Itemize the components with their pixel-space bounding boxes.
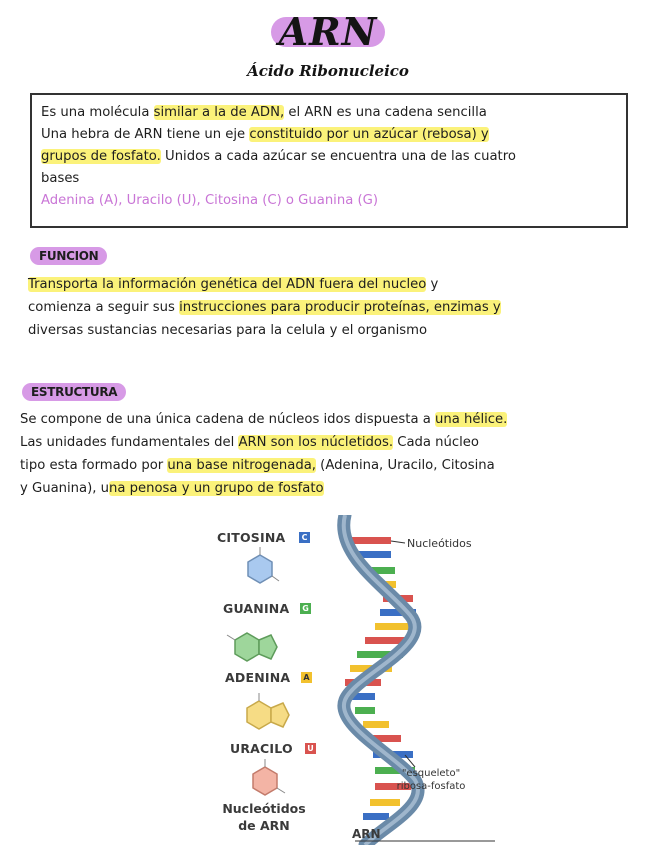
guanina-color-square: G: [300, 603, 311, 614]
funcion-line-1: [28, 273, 638, 296]
page-subtitle: Ácido Ribonucleico: [247, 62, 409, 80]
estructura-plain: Las unidades fundamentales del: [20, 435, 239, 450]
funcion-plain: comienza a seguir sus: [28, 300, 180, 315]
estructura-plain: Cada núcleo: [393, 435, 479, 450]
guanina-label: GUANINA: [223, 601, 290, 616]
estructura-line-4: [20, 477, 640, 500]
estructura-highlight: una base nitrogenada,: [167, 458, 316, 473]
funcion-plain: y: [426, 277, 439, 292]
funcion-heading: FUNCION: [30, 247, 107, 265]
esqueleto-callout: [381, 767, 481, 793]
estructura-heading: ESTRUCTURA: [22, 383, 126, 401]
definition-text: Unidos a cada azúcar se encuentra una de las cuatro: [160, 149, 516, 164]
esqueleto-line-1: "esqueleto": [401, 768, 461, 779]
definition-highlight: similar a la de ADN,: [153, 105, 285, 120]
caption-line-1: Nucleótidos: [222, 801, 306, 816]
estructura-highlight: una hélice.: [435, 412, 508, 427]
title-container: [0, 10, 656, 54]
adenina-color-square: A: [301, 672, 312, 683]
rung: [370, 799, 400, 806]
definition-text: Una hebra de ARN tiene un eje: [41, 127, 250, 142]
rung: [363, 813, 389, 820]
uracilo-color-square: U: [305, 743, 316, 754]
citosina-color-square: C: [299, 532, 310, 543]
funcion-line-3: diversas sustancias necesarias para la celula y el organismo: [28, 323, 428, 338]
estructura-plain: (Adenina, Uracilo, Citosina: [315, 458, 495, 473]
definition-line-2: [41, 124, 616, 146]
arn-figure-label: ARN: [352, 827, 381, 841]
pointer-line: [391, 541, 405, 543]
uracilo-label: URACILO: [230, 741, 293, 756]
definition-text: Es una molécula: [41, 105, 154, 120]
estructura-plain: y Guanina), u: [20, 481, 110, 496]
estructura-text: [20, 408, 640, 500]
guanina-molecule: [227, 633, 277, 661]
nucleotidos-callout: Nucleótidos: [407, 537, 472, 550]
citosina-label: CITOSINA: [217, 530, 286, 545]
rung: [363, 721, 389, 728]
estructura-line-1: [20, 408, 640, 431]
rna-figure: [205, 515, 505, 845]
citosina-molecule: [248, 547, 279, 583]
estructura-plain: tipo esta formado por: [20, 458, 168, 473]
definition-box: [30, 93, 628, 228]
definition-highlight: grupos de fosfato.: [41, 149, 161, 164]
adenina-label: ADENINA: [225, 670, 291, 685]
definition-line-1: [41, 102, 616, 124]
funcion-highlight: instrucciones para producir proteínas, enzimas y: [179, 300, 501, 315]
page-title: ARN: [269, 10, 388, 54]
adenina-molecule: [247, 693, 289, 729]
rung: [355, 707, 375, 714]
estructura-line-3: [20, 454, 640, 477]
funcion-line-2: [28, 296, 638, 319]
definition-text: el ARN es una cadena sencilla: [284, 105, 487, 120]
estructura-highlight: na penosa y un grupo de fosfato: [109, 481, 324, 496]
bases-list: Adenina (A), Uracilo (U), Citosina (C) o Guanina (G): [41, 193, 378, 208]
definition-line-3: [41, 146, 616, 168]
figure-caption: [219, 800, 309, 834]
estructura-highlight: ARN son los núcletidos.: [238, 435, 394, 450]
funcion-highlight: Transporta la información genética del ADN fuera del nucleo: [28, 277, 427, 292]
funcion-text: [28, 273, 638, 342]
caption-line-2: de ARN: [238, 818, 290, 833]
estructura-plain: Se compone de una única cadena de núcleos idos dispuesta a: [20, 412, 436, 427]
uracilo-molecule: [253, 759, 285, 795]
estructura-line-2: [20, 431, 640, 454]
esqueleto-line-2: ribosa-fosfato: [396, 781, 466, 792]
definition-line-4: bases: [41, 171, 80, 186]
definition-highlight: constituido por un azúcar (rebosa) y: [249, 127, 489, 142]
